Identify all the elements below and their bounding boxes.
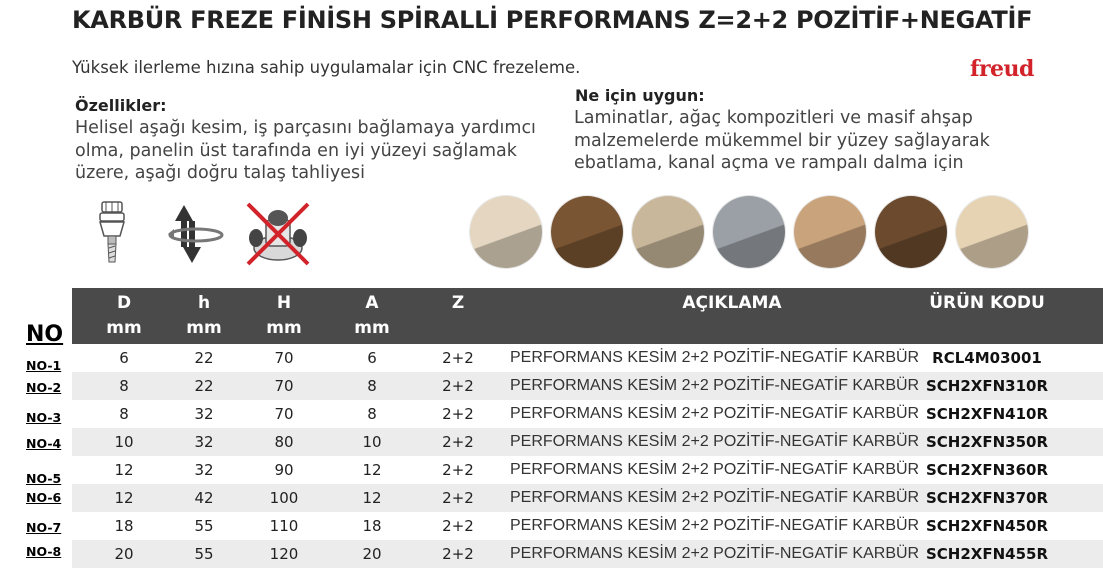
no-handheld-router-icon [244, 200, 312, 268]
col-header-product-code: ÜRÜN KODU [929, 293, 1045, 313]
cell-h: 22 [194, 349, 214, 367]
cell-h: 55 [194, 545, 214, 563]
cell-h: 32 [194, 433, 214, 451]
cell-h: 55 [194, 517, 214, 535]
swatch-pine [470, 196, 542, 268]
table-row [72, 456, 1103, 484]
row-number: NO-1 [26, 358, 62, 373]
cell-d: 8 [119, 377, 129, 395]
cell-h: 22 [194, 377, 214, 395]
swatch-laminate-grey [713, 196, 785, 268]
cell-description: PERFORMANS KESİM 2+2 POZİTİF-NEGATİF KARBÜR [510, 461, 920, 478]
cell-h: 70 [274, 377, 294, 395]
cell-product-code: SCH2XFN350R [925, 433, 1049, 451]
row-number: NO-2 [26, 380, 62, 395]
cell-a: 6 [367, 349, 377, 367]
table-body [72, 344, 1103, 568]
features-line: üzere, aşağı doğru talaş tahliyesi [75, 163, 365, 183]
features-line: Helisel aşağı kesim, iş parçasını bağlamaya yardımcı [75, 118, 536, 138]
cell-a: 8 [367, 377, 377, 395]
suitable-line: ebatlama, kanal açma ve rampalı dalma için [574, 153, 964, 171]
cell-h: 100 [269, 489, 299, 507]
cell-description: PERFORMANS KESİM 2+2 POZİTİF-NEGATİF KARBÜR [510, 349, 920, 366]
cell-z: 2+2 [442, 349, 474, 367]
cell-z: 2+2 [442, 517, 474, 535]
table-row [72, 484, 1103, 512]
cell-a: 18 [362, 517, 382, 535]
suitable-line: malzemelerde mükemmel bir yüzey sağlayarak [574, 130, 990, 151]
cell-description: PERFORMANS KESİM 2+2 POZİTİF-NEGATİF KARBÜR [510, 433, 920, 450]
cell-h: 32 [194, 461, 214, 479]
cell-description: PERFORMANS KESİM 2+2 POZİTİF-NEGATİF KARBÜR [510, 517, 920, 534]
cell-z: 2+2 [442, 433, 474, 451]
row-number: NO-3 [26, 410, 62, 425]
features-text [75, 117, 545, 185]
cell-h: 90 [274, 461, 294, 479]
cell-d: 12 [114, 489, 134, 507]
col-header-a: A mm [354, 293, 390, 338]
cell-h: 70 [274, 349, 294, 367]
swatch-plywood [956, 196, 1028, 268]
cell-z: 2+2 [442, 377, 474, 395]
no-column-header: NO [26, 322, 64, 347]
cell-product-code: SCH2XFN410R [925, 405, 1049, 423]
collet-shank-icon [92, 200, 132, 266]
cell-product-code: SCH2XFN360R [925, 461, 1049, 479]
cell-d: 20 [114, 545, 134, 563]
cell-z: 2+2 [442, 489, 474, 507]
table-row [72, 400, 1103, 428]
cell-a: 12 [362, 489, 382, 507]
col-header-d: D mm [106, 293, 142, 338]
row-number: NO-7 [26, 520, 62, 535]
table-row [72, 344, 1103, 372]
cell-product-code: RCL4M03001 [932, 349, 1042, 367]
features-line: olma, panelin üst tarafında en iyi yüzeyi sağlamak [75, 140, 517, 161]
cell-h: 32 [194, 405, 214, 423]
swatch-walnut [875, 196, 947, 268]
cell-d: 12 [114, 461, 134, 479]
cell-d: 6 [119, 349, 129, 367]
cell-h: 80 [274, 433, 294, 451]
row-number: NO-4 [26, 436, 62, 451]
cell-description: PERFORMANS KESİM 2+2 POZİTİF-NEGATİF KARBÜR [510, 405, 920, 422]
swatch-mdf [794, 196, 866, 268]
swatch-chipboard [632, 196, 704, 268]
table-row [72, 428, 1103, 456]
col-header-h: h mm [186, 293, 222, 338]
table-row [72, 512, 1103, 540]
features-heading: Özellikler: [75, 96, 167, 115]
cell-a: 8 [367, 405, 377, 423]
cell-description: PERFORMANS KESİM 2+2 POZİTİF-NEGATİF KARBÜR [510, 489, 920, 506]
row-number: NO-6 [26, 490, 62, 505]
cell-h: 110 [269, 517, 299, 535]
cell-description: PERFORMANS KESİM 2+2 POZİTİF-NEGATİF KARBÜR [510, 377, 920, 394]
suitable-heading: Ne için uygun: [575, 86, 705, 105]
cell-h: 42 [194, 489, 214, 507]
table-row [72, 540, 1103, 568]
cell-h: 120 [269, 545, 299, 563]
cell-product-code: SCH2XFN310R [925, 377, 1049, 395]
cell-d: 10 [114, 433, 134, 451]
cell-h: 70 [274, 405, 294, 423]
suitable-text [574, 107, 1034, 171]
product-table [72, 288, 1103, 568]
cell-a: 20 [362, 545, 382, 563]
rotation-axial-movement-icon [164, 203, 228, 265]
swatch-zebrano [551, 196, 623, 268]
page-title: KARBÜR FREZE FİNİSH SPİRALLİ PERFORMANS Z=2+2 POZİTİF+NEGATİF [72, 6, 1033, 34]
brand-logo: freud [970, 56, 1034, 82]
row-number: NO-5 [26, 471, 62, 486]
cell-product-code: SCH2XFN455R [925, 545, 1049, 563]
cell-a: 12 [362, 461, 382, 479]
cell-d: 18 [114, 517, 134, 535]
cell-description: PERFORMANS KESİM 2+2 POZİTİF-NEGATİF KARBÜR [510, 545, 920, 562]
col-header-description: AÇIKLAMA [682, 293, 782, 313]
col-header-z: Z [451, 293, 465, 313]
row-number: NO-8 [26, 544, 62, 559]
cell-z: 2+2 [442, 461, 474, 479]
cell-a: 10 [362, 433, 382, 451]
cell-z: 2+2 [442, 405, 474, 423]
suitable-line: Laminatlar, ağaç kompozitleri ve masif ahşap [574, 108, 973, 128]
table-header [72, 288, 1103, 344]
cell-product-code: SCH2XFN450R [925, 517, 1049, 535]
col-header-h-total: H mm [266, 293, 302, 338]
table-row [72, 372, 1103, 400]
cell-z: 2+2 [442, 545, 474, 563]
page-subtitle: Yüksek ilerleme hızına sahip uygulamalar için CNC frezeleme. [72, 58, 581, 77]
cell-product-code: SCH2XFN370R [925, 489, 1049, 507]
cell-d: 8 [119, 405, 129, 423]
